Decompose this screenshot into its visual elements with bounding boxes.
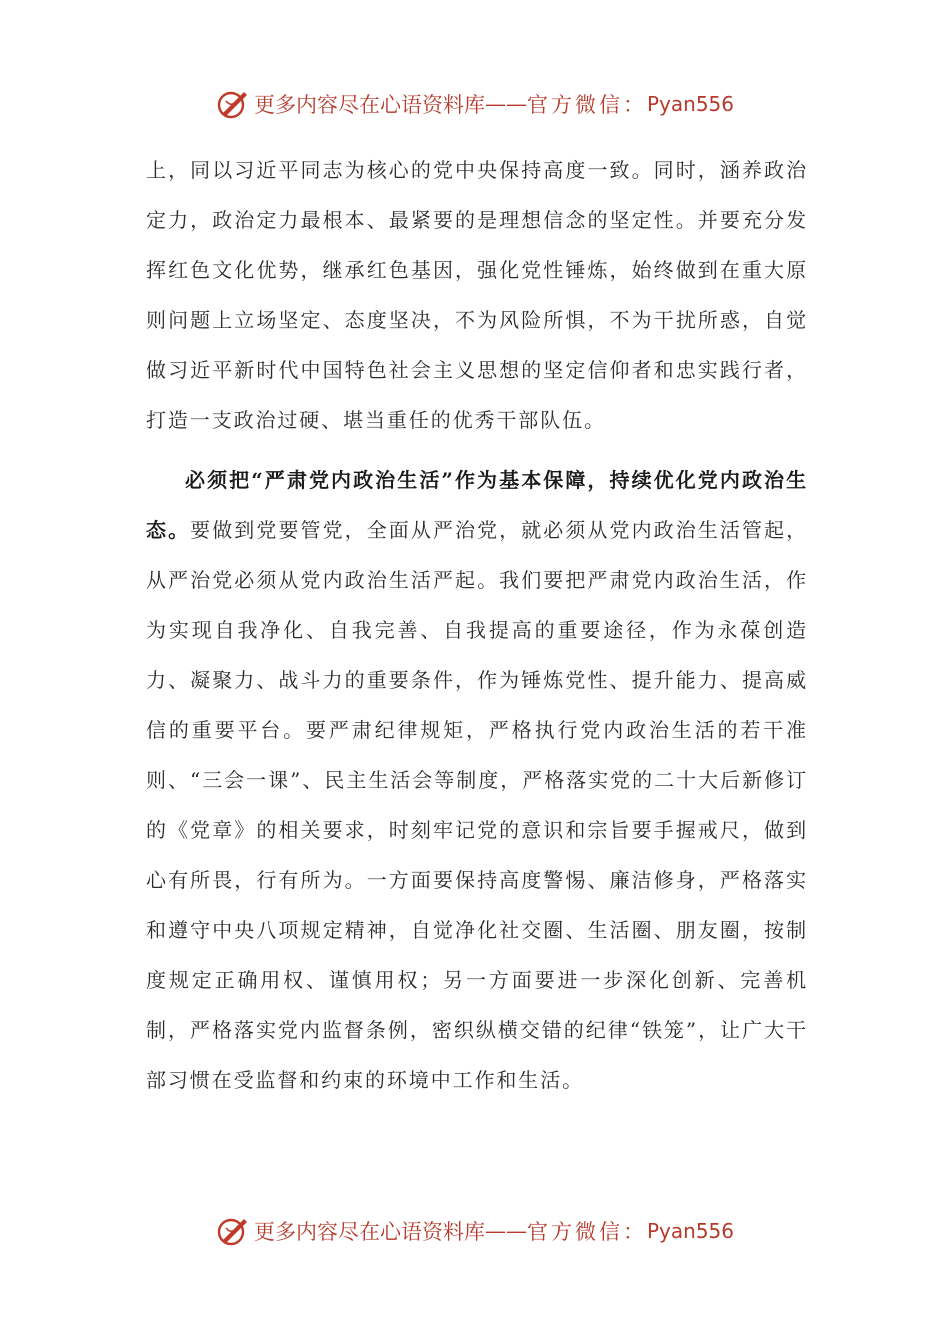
paragraph-continuation	[146, 145, 808, 445]
document-body	[146, 145, 808, 1105]
paragraph-heading-bold: 必须把“严肃党内政治生活”作为基本保障，持续优化党内政治生态。	[146, 468, 808, 542]
pen-logo-icon	[216, 1214, 250, 1248]
paragraph-text: 上，同以习近平同志为核心的党中央保持高度一致。同时，涵养政治定力，政治定力最根本、最紧要的是理想信念的坚定性。并要充分发挥红色文化优势，继承红色基因，强化党性锤炼，始终做到在重大原则问题上立场坚定、态度坚决，不为风险所惧，不为干扰所惑，自觉做习近平新时代中国特色社会主义思想的坚定信仰者和忠实践行者，打造一支政治过硬、堪当重任的优秀干部队伍。	[146, 158, 808, 432]
paragraph-text: 要做到党要管党，全面从严治党，就必须从党内政治生活管起，从严治党必须从党内政治生活严起。我们要把严肃党内政治生活，作为实现自我净化、自我完善、自我提高的重要途径，作为永葆创造力、凝聚力、战斗力的重要条件，作为锤炼党性、提升能力、提高威信的重要平台。要严肃纪律规矩，严格执行党内政治生活的若干准则、“三会一课”、民主生活会等制度，严格落实党的二十大后新修订的《党章》的相关要求，时刻牢记党的意识和宗旨要手握戒尺，做到心有所畏，行有所为。一方面要保持高度警惕、廉洁修身，严格落实和遵守中央八项规定精神，自觉净化社交圈、生活圈、朋友圈，按制度规定正确用权、谨慎用权；另一方面要进一步深化创新、完善机制，严格落实党内监督条例，密织纵横交错的纪律“铁笼”，让广大干部习惯在受监督和约束的环境中工作和生活。	[146, 518, 808, 1092]
banner-dash: ——	[484, 1219, 527, 1243]
paragraph-political-life	[146, 455, 808, 1105]
banner-dash: ——	[484, 92, 527, 116]
pen-logo-icon	[216, 87, 250, 121]
banner-wechat-id: Pyan556	[646, 1219, 734, 1243]
banner-wechat-label: 官方微信：	[526, 93, 647, 117]
banner-site-text: 更多内容尽在心语资料库	[253, 1220, 485, 1244]
banner-wechat-id: Pyan556	[646, 92, 734, 116]
footer-banner	[0, 1211, 950, 1251]
banner-wechat-label: 官方微信：	[526, 1220, 647, 1244]
header-banner	[0, 84, 950, 124]
banner-site-text: 更多内容尽在心语资料库	[253, 93, 485, 117]
